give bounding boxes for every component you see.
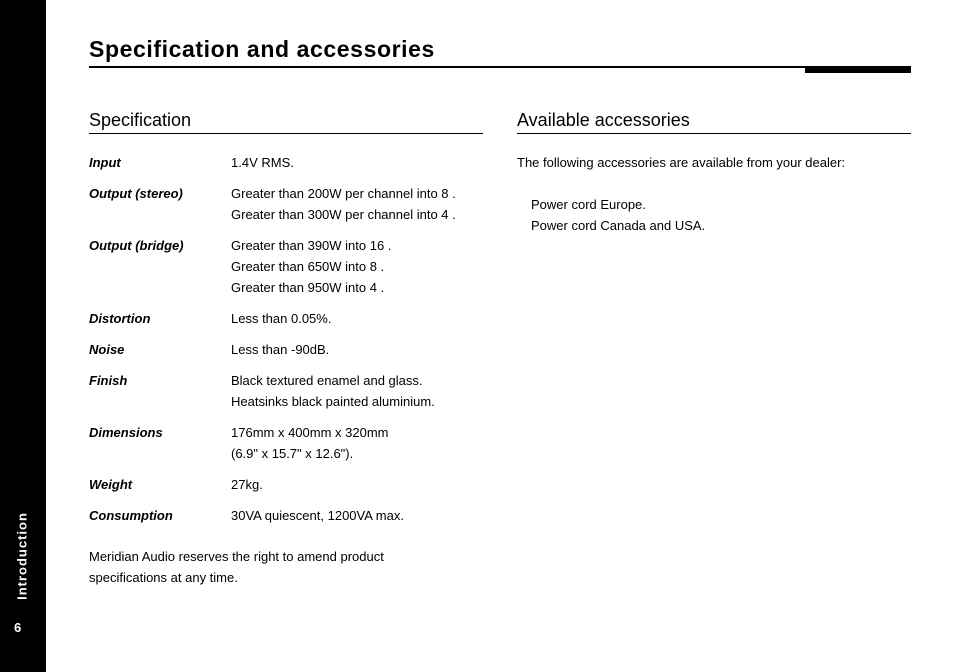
specification-heading: Specification [89,110,483,134]
spec-label: Input [89,155,121,170]
spec-label: Distortion [89,311,151,326]
spec-value: 30VA quiescent, 1200VA max. [231,508,404,523]
spec-values [231,474,263,495]
page-number: 6 [14,620,22,635]
spec-value: Greater than 200W per channel into 8 . [231,186,456,201]
disclaimer-line: Meridian Audio reserves the right to amend product [89,549,384,564]
spec-row [89,308,483,329]
spec-row [89,183,483,225]
spec-value: 176mm x 400mm x 320mm [231,425,389,440]
page-title: Specification and accessories [89,36,435,62]
spec-value: Less than -90dB. [231,342,330,357]
spec-value: Heatsinks black painted aluminium. [231,394,435,409]
spec-label: Finish [89,373,128,388]
spec-values [231,370,435,412]
spec-label: Output (stereo) [89,186,183,201]
spec-value: Greater than 950W into 4 . [231,280,385,295]
spec-value: Black textured enamel and glass. [231,373,423,388]
spec-row [89,152,483,173]
section-label: Introduction [14,512,30,600]
spec-value: 1.4V RMS. [231,155,294,170]
spec-values [231,183,456,225]
accessories-section [517,110,911,236]
spec-label: Output (bridge) [89,238,184,253]
spec-value: 27kg. [231,477,263,492]
spec-value: Greater than 300W per channel into 4 . [231,207,456,222]
spec-values [231,308,331,329]
spec-row [89,339,483,360]
title-accent-bar [805,66,911,73]
accessories-list [517,194,911,236]
spec-values [231,339,329,360]
spec-label: Consumption [89,508,173,523]
spec-row [89,422,483,464]
spec-values [231,152,294,173]
spec-value: Greater than 650W into 8 . [231,259,385,274]
accessory-item: Power cord Europe. [531,197,646,212]
side-tab [0,0,46,672]
spec-label: Weight [89,477,133,492]
spec-value: Greater than 390W into 16 . [231,238,392,253]
accessories-intro: The following accessories are available from your dealer: [517,155,846,170]
spec-value: Less than 0.05%. [231,311,332,326]
spec-label: Noise [89,342,125,357]
spec-values [231,422,389,464]
title-underline [89,66,911,68]
spec-row [89,235,483,298]
spec-label: Dimensions [89,425,163,440]
accessory-item: Power cord Canada and USA. [531,218,706,233]
spec-row [89,474,483,495]
disclaimer-line: specifications at any time. [89,570,238,585]
accessories-heading: Available accessories [517,110,911,134]
disclaimer [89,546,483,588]
spec-values [231,505,404,526]
spec-values [231,235,391,298]
spec-row [89,505,483,526]
spec-row [89,370,483,412]
specification-section [89,110,483,588]
spec-value: (6.9" x 15.7" x 12.6"). [231,446,354,461]
spec-list [89,152,483,526]
